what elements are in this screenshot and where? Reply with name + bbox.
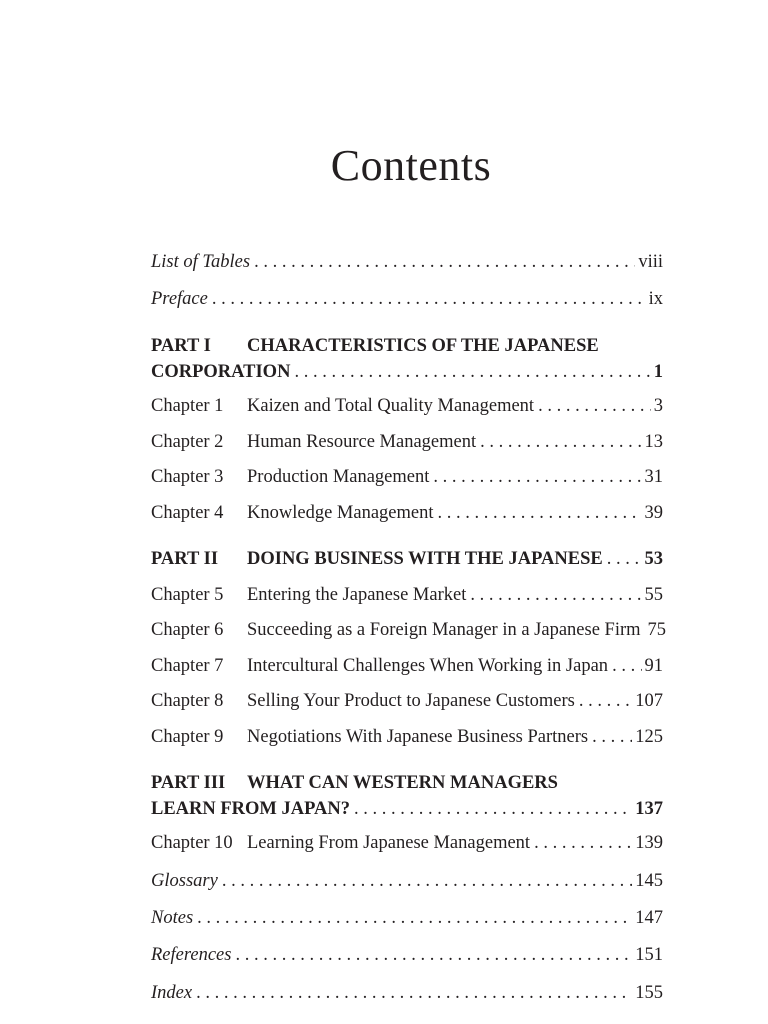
- chapter-title: Kaizen and Total Quality Management: [247, 393, 538, 419]
- dot-leader: [538, 393, 651, 419]
- entry-page: 13: [644, 432, 663, 452]
- toc-part-1[interactable]: [151, 333, 663, 385]
- chapter-title: Selling Your Product to Japanese Customers: [247, 688, 579, 714]
- chapter-label: Chapter 3: [151, 467, 224, 487]
- dot-leader: [222, 868, 632, 894]
- dot-leader: [470, 582, 641, 608]
- entry-page: ix: [648, 289, 663, 309]
- entry-title: Index: [151, 980, 196, 1006]
- entry-page: 3: [653, 396, 663, 416]
- chapter-label: Chapter 9: [151, 727, 224, 747]
- toc-entry-glossary[interactable]: [151, 868, 663, 894]
- toc-chapter-2[interactable]: [151, 429, 663, 455]
- dot-leader: [612, 653, 641, 679]
- dot-leader: [607, 546, 642, 572]
- part-title: DOING BUSINESS WITH THE JAPANESE: [247, 546, 607, 572]
- dot-leader: [592, 724, 632, 750]
- entry-page: 53: [644, 549, 663, 569]
- chapter-label: Chapter 8: [151, 691, 224, 711]
- entry-page: 107: [635, 691, 663, 711]
- entry-page: 151: [635, 945, 663, 965]
- entry-page: viii: [638, 252, 663, 272]
- part-label: PART I: [151, 336, 211, 356]
- dot-leader: [480, 429, 641, 455]
- entry-page: 155: [635, 983, 663, 1003]
- toc-chapter-10[interactable]: [151, 830, 663, 856]
- entry-page: 75: [647, 620, 667, 640]
- dot-leader: [196, 980, 632, 1006]
- toc-chapter-9[interactable]: [151, 724, 663, 750]
- dot-leader: [579, 688, 632, 714]
- entry-title: References: [151, 942, 235, 968]
- chapter-title: Negotiations With Japanese Business Partners: [247, 724, 592, 750]
- entry-page: 91: [644, 656, 663, 676]
- entry-page: 139: [635, 833, 663, 853]
- dot-leader: [534, 830, 632, 856]
- entry-title: List of Tables: [151, 249, 254, 275]
- chapter-title: Learning From Japanese Management: [247, 830, 534, 856]
- toc-entry-index[interactable]: [151, 980, 663, 1006]
- entry-page: 147: [635, 908, 663, 928]
- dot-leader: [433, 464, 641, 490]
- chapter-label: Chapter 4: [151, 503, 224, 523]
- chapter-label: Chapter 6: [151, 620, 224, 640]
- toc-chapter-1[interactable]: [151, 393, 663, 419]
- part-title-line1: CHARACTERISTICS OF THE JAPANESE: [247, 336, 599, 356]
- chapter-label: Chapter 10: [151, 833, 233, 853]
- page-title: Contents: [330, 141, 492, 190]
- entry-page: 39: [644, 503, 663, 523]
- dot-leader: [294, 359, 650, 385]
- entry-page: 137: [635, 799, 663, 819]
- dot-leader: [197, 905, 632, 931]
- toc-chapter-3[interactable]: [151, 464, 663, 490]
- part-title-line2: LEARN FROM JAPAN?: [151, 796, 354, 822]
- dot-leader: [212, 286, 646, 312]
- toc-part-2[interactable]: [151, 546, 663, 572]
- part-label: PART III: [151, 773, 226, 793]
- entry-page: 31: [644, 467, 663, 487]
- chapter-title: Entering the Japanese Market: [247, 582, 470, 608]
- toc-chapter-4[interactable]: [151, 500, 663, 526]
- chapter-label: Chapter 1: [151, 396, 224, 416]
- toc-chapter-5[interactable]: [151, 582, 663, 608]
- chapter-title: Knowledge Management: [247, 500, 437, 526]
- entry-title: Preface: [151, 286, 212, 312]
- chapter-label: Chapter 2: [151, 432, 224, 452]
- chapter-title: Succeeding as a Foreign Manager in a Japanese Firm: [247, 617, 645, 643]
- dot-leader: [437, 500, 641, 526]
- dot-leader: [235, 942, 632, 968]
- chapter-title: Human Resource Management: [247, 429, 480, 455]
- entry-page: 125: [635, 727, 663, 747]
- toc-entry-references[interactable]: [151, 942, 663, 968]
- part-title-line1: WHAT CAN WESTERN MANAGERS: [247, 773, 558, 793]
- toc-entry-preface[interactable]: [151, 286, 663, 312]
- entry-page: 55: [644, 585, 663, 605]
- toc-chapter-7[interactable]: [151, 653, 663, 679]
- dot-leader: [354, 796, 632, 822]
- toc-part-3[interactable]: [151, 770, 663, 822]
- part-label: PART II: [151, 549, 219, 569]
- dot-leader: [254, 249, 635, 275]
- entry-page: 145: [635, 871, 663, 891]
- entry-title: Notes: [151, 905, 197, 931]
- toc-entry-list-of-tables[interactable]: [151, 249, 663, 275]
- chapter-label: Chapter 5: [151, 585, 224, 605]
- part-title-line2: CORPORATION: [151, 359, 294, 385]
- entry-page: 1: [653, 362, 663, 382]
- chapter-title: Production Management: [247, 464, 433, 490]
- entry-title: Glossary: [151, 868, 222, 894]
- chapter-label: Chapter 7: [151, 656, 224, 676]
- toc-entry-notes[interactable]: [151, 905, 663, 931]
- toc-chapter-6[interactable]: [151, 617, 667, 643]
- toc-chapter-8[interactable]: [151, 688, 663, 714]
- chapter-title: Intercultural Challenges When Working in Japan: [247, 653, 612, 679]
